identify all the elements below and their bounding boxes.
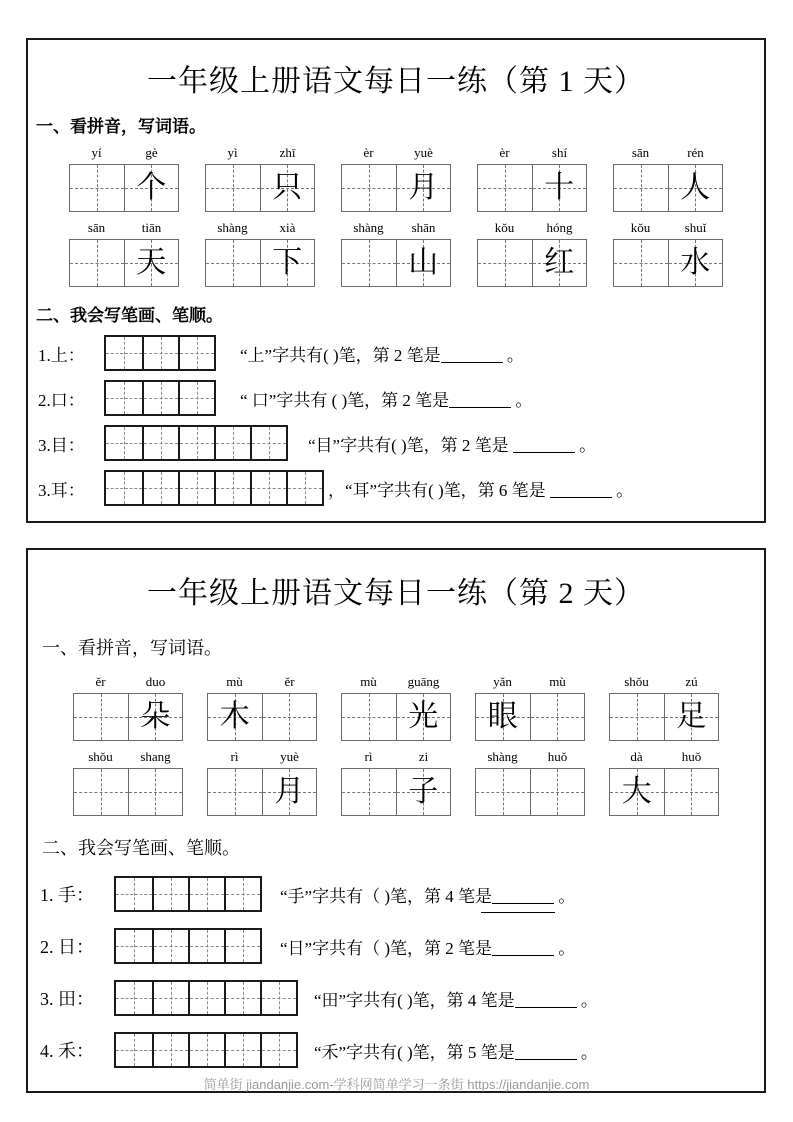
- tianzige-cell[interactable]: [610, 694, 664, 740]
- character-glyph: 朵: [140, 700, 171, 733]
- stroke-question-suffix: 。: [576, 1042, 598, 1062]
- stroke-practice-row: [38, 380, 764, 416]
- character-glyph: [531, 769, 585, 815]
- tianzige-cell[interactable]: [668, 165, 723, 211]
- character-glyph: 下: [272, 246, 303, 279]
- stroke-row-label: 3. 田：: [40, 989, 94, 1009]
- tianzige-cell[interactable]: [206, 240, 260, 286]
- pinyin-syllable: huǒ: [681, 749, 702, 764]
- pinyin-word-row: [28, 220, 764, 287]
- pinyin-pair: [69, 220, 179, 236]
- character-glyph: [74, 694, 128, 740]
- word-item: [613, 145, 723, 212]
- stroke-row-label: 3.目：: [38, 435, 85, 455]
- pinyin-syllable: mù: [360, 674, 377, 689]
- pinyin-pair: [477, 220, 587, 236]
- tianzige-cell[interactable]: [396, 240, 451, 286]
- stroke-row-label: 2. 日：: [40, 937, 94, 957]
- tianzige-box[interactable]: [477, 164, 587, 212]
- word-item: [609, 749, 719, 816]
- tianzige-cell[interactable]: [668, 240, 723, 286]
- tianzige-cell[interactable]: [128, 694, 183, 740]
- character-glyph: [478, 165, 532, 211]
- tianzige-cell[interactable]: [614, 165, 668, 211]
- stroke-grid-cell[interactable]: [250, 472, 286, 504]
- stroke-grid-cell[interactable]: [188, 878, 224, 910]
- worksheet-2-title: 一年级上册语文每日一练（第 2 天）: [147, 577, 645, 610]
- worksheet-day-1: [26, 38, 766, 523]
- answer-blank[interactable]: [515, 1059, 577, 1060]
- stroke-grid-cell[interactable]: [142, 382, 178, 414]
- tianzige-box[interactable]: [341, 768, 451, 816]
- answer-blank[interactable]: [515, 1007, 577, 1008]
- stroke-practice-grid[interactable]: [104, 425, 288, 461]
- tianzige-cell[interactable]: [260, 240, 315, 286]
- pinyin-syllable: shàng: [217, 220, 248, 235]
- pinyin-pair: [475, 749, 585, 765]
- tianzige-cell[interactable]: [610, 769, 664, 815]
- tianzige-cell[interactable]: [206, 165, 260, 211]
- stroke-grid-cell[interactable]: [224, 982, 260, 1014]
- stroke-grid-cell[interactable]: [178, 337, 214, 369]
- pinyin-syllable: yuè: [414, 145, 433, 160]
- tianzige-cell[interactable]: [664, 694, 719, 740]
- pinyin-syllable: sān: [87, 220, 106, 235]
- tianzige-box[interactable]: [609, 768, 719, 816]
- tianzige-cell[interactable]: [396, 694, 451, 740]
- stroke-grid-cell[interactable]: [152, 878, 188, 910]
- pinyin-syllable: shí: [551, 145, 568, 160]
- character-glyph: 大: [621, 775, 652, 808]
- stroke-practice-row: [38, 335, 764, 371]
- pinyin-pair: [205, 220, 315, 236]
- pinyin-syllable: ěr: [95, 674, 106, 689]
- character-glyph: [342, 769, 396, 815]
- tianzige-cell[interactable]: [342, 165, 396, 211]
- tianzige-box[interactable]: [475, 693, 585, 741]
- tianzige-box[interactable]: [475, 768, 585, 816]
- stroke-practice-grid[interactable]: [104, 335, 216, 371]
- character-glyph: [614, 165, 668, 211]
- tianzige-box[interactable]: [613, 239, 723, 287]
- tianzige-box[interactable]: [609, 693, 719, 741]
- tianzige-cell[interactable]: [530, 769, 585, 815]
- tianzige-box[interactable]: [73, 768, 183, 816]
- tianzige-box[interactable]: [205, 164, 315, 212]
- stroke-grid-cell[interactable]: [152, 982, 188, 1014]
- tianzige-cell[interactable]: [262, 694, 317, 740]
- pinyin-pair: [613, 145, 723, 161]
- stroke-question: [308, 431, 596, 456]
- tianzige-cell[interactable]: [74, 769, 128, 815]
- character-glyph: 月: [408, 171, 439, 204]
- character-glyph: [665, 769, 719, 815]
- stroke-question: [280, 934, 575, 959]
- stroke-grid-cell[interactable]: [214, 427, 250, 459]
- stroke-grid-cell[interactable]: [224, 1034, 260, 1066]
- stroke-grid-cell[interactable]: [224, 930, 260, 962]
- word-item: [477, 145, 587, 212]
- tianzige-cell[interactable]: [664, 769, 719, 815]
- character-glyph: [70, 165, 124, 211]
- pinyin-syllable: dà: [630, 749, 643, 764]
- tianzige-cell[interactable]: [74, 694, 128, 740]
- pinyin-pair: [341, 220, 451, 236]
- character-glyph: 子: [408, 775, 439, 808]
- pinyin-syllable: yǎn: [493, 674, 512, 689]
- stroke-question-suffix: 。: [554, 938, 576, 958]
- stroke-practice-row: [38, 425, 764, 461]
- character-glyph: 十: [544, 171, 575, 204]
- pinyin-syllable: kǒu: [630, 220, 651, 235]
- tianzige-cell[interactable]: [530, 694, 585, 740]
- pinyin-pair: [73, 749, 183, 765]
- answer-blank[interactable]: [441, 362, 503, 363]
- answer-blank[interactable]: [550, 497, 612, 498]
- stroke-practice-grid[interactable]: [104, 470, 324, 506]
- stroke-question: [240, 341, 524, 366]
- tianzige-box[interactable]: [73, 693, 183, 741]
- stroke-question: [314, 1038, 598, 1063]
- tianzige-cell[interactable]: [478, 165, 532, 211]
- character-glyph: 个: [136, 171, 167, 204]
- pinyin-syllable: sān: [631, 145, 650, 160]
- pinyin-pair: [73, 674, 183, 690]
- stroke-practice-group: [28, 335, 764, 506]
- pinyin-syllable: mù: [549, 674, 566, 689]
- stroke-grid-cell[interactable]: [152, 930, 188, 962]
- stroke-grid-cell[interactable]: [106, 337, 142, 369]
- tianzige-cell[interactable]: [208, 694, 262, 740]
- pinyin-word-row: [28, 145, 764, 212]
- tianzige-cell[interactable]: [124, 165, 179, 211]
- word-item: [341, 749, 451, 816]
- stroke-question-suffix: 。: [611, 480, 634, 500]
- stroke-question-text: “目”字共有( )笔，第 2 笔是: [308, 435, 513, 455]
- pinyin-word-row: [28, 749, 764, 816]
- stroke-row-label: 1.上：: [38, 345, 85, 365]
- word-item: [73, 749, 183, 816]
- stroke-grid-cell[interactable]: [152, 1034, 188, 1066]
- character-glyph: 足: [676, 700, 707, 733]
- worksheet-1-title: 一年级上册语文每日一练（第 1 天）: [147, 65, 645, 98]
- pinyin-pair: [609, 749, 719, 765]
- word-item: [207, 674, 317, 741]
- tianzige-cell[interactable]: [208, 769, 262, 815]
- word-item: [341, 674, 451, 741]
- pinyin-syllable: duo: [145, 674, 166, 689]
- tianzige-cell[interactable]: [342, 240, 396, 286]
- word-item: [477, 220, 587, 287]
- worksheet-2-section-2-heading: 二、我会写笔画、笔顺。: [42, 838, 240, 858]
- character-glyph: [206, 165, 260, 211]
- stroke-question-text: “ 口”字共有 ( )笔，第 2 笔是: [240, 390, 450, 410]
- pinyin-syllable: shàng: [353, 220, 384, 235]
- stroke-row-label: 1. 手：: [40, 885, 94, 905]
- stroke-practice-grid[interactable]: [114, 980, 298, 1016]
- stroke-row-label: 2.口：: [38, 390, 85, 410]
- stroke-row-label: 3.耳：: [38, 480, 85, 500]
- character-glyph: [74, 769, 128, 815]
- stroke-grid-cell[interactable]: [116, 930, 152, 962]
- pinyin-syllable: shang: [140, 749, 171, 764]
- word-item: [613, 220, 723, 287]
- pinyin-pair: [477, 145, 587, 161]
- pinyin-syllable: èr: [499, 145, 510, 160]
- pinyin-syllable: zi: [418, 749, 429, 764]
- character-glyph: [478, 240, 532, 286]
- tianzige-cell[interactable]: [478, 240, 532, 286]
- answer-blank[interactable]: [449, 407, 511, 408]
- tianzige-box[interactable]: [69, 164, 179, 212]
- word-item: [205, 145, 315, 212]
- worksheet-day-2: [26, 548, 766, 1093]
- stroke-practice-grid[interactable]: [114, 1032, 298, 1068]
- stroke-grid-cell[interactable]: [106, 382, 142, 414]
- pinyin-pair: [341, 749, 451, 765]
- pinyin-pair: [341, 145, 451, 161]
- answer-blank[interactable]: [513, 452, 575, 453]
- pinyin-syllable: hóng: [546, 220, 573, 235]
- tianzige-box[interactable]: [69, 239, 179, 287]
- worksheet-2-section-1-heading: 一、看拼音，写词语。: [42, 638, 222, 658]
- stroke-question: [314, 986, 598, 1011]
- tianzige-cell[interactable]: [396, 769, 451, 815]
- character-glyph: [610, 694, 664, 740]
- tianzige-cell[interactable]: [70, 165, 124, 211]
- character-glyph: [129, 769, 183, 815]
- pinyin-word-row: [28, 674, 764, 741]
- tianzige-cell[interactable]: [260, 165, 315, 211]
- pinyin-syllable: rì: [230, 749, 239, 764]
- stroke-grid-cell[interactable]: [116, 878, 152, 910]
- character-glyph: 月: [274, 775, 305, 808]
- stroke-grid-cell[interactable]: [106, 472, 142, 504]
- character-glyph: [614, 240, 668, 286]
- stroke-question-text: “禾”字共有( )笔，第 5 笔是: [314, 1042, 515, 1062]
- word-item: [69, 145, 179, 212]
- pinyin-syllable: shǒu: [88, 749, 113, 764]
- pinyin-syllable: shuǐ: [684, 220, 707, 235]
- pinyin-pair: [207, 749, 317, 765]
- stroke-question-suffix: 。: [554, 886, 576, 906]
- stroke-grid-cell[interactable]: [116, 1034, 152, 1066]
- site-watermark: 简单街 jiandanjie.com-学科网简单学习一条街 https://jiandanjie.com: [203, 1077, 590, 1092]
- word-item: [341, 220, 451, 287]
- word-item: [341, 145, 451, 212]
- stroke-question-text: “田”字共有( )笔，第 4 笔是: [314, 990, 515, 1010]
- pinyin-syllable: shǒu: [624, 674, 649, 689]
- tianzige-cell[interactable]: [342, 769, 396, 815]
- stroke-grid-cell[interactable]: [188, 982, 224, 1014]
- stroke-question-suffix: 。: [574, 435, 597, 455]
- pinyin-pair: [69, 145, 179, 161]
- character-glyph: [342, 165, 396, 211]
- pinyin-syllable: ěr: [284, 674, 295, 689]
- pinyin-syllable: rì: [364, 749, 373, 764]
- word-item: [609, 674, 719, 741]
- tianzige-box[interactable]: [341, 693, 451, 741]
- stroke-practice-row: [40, 1032, 764, 1068]
- stroke-grid-cell[interactable]: [286, 472, 322, 504]
- pinyin-syllable: yí: [91, 145, 102, 160]
- tianzige-cell[interactable]: [614, 240, 668, 286]
- stroke-grid-cell[interactable]: [178, 382, 214, 414]
- pinyin-syllable: kǒu: [494, 220, 515, 235]
- stroke-grid-cell[interactable]: [116, 982, 152, 1014]
- pinyin-syllable: yì: [227, 145, 238, 160]
- tianzige-box[interactable]: [613, 164, 723, 212]
- tianzige-cell[interactable]: [476, 694, 530, 740]
- stroke-question-suffix: 。: [511, 390, 533, 410]
- stroke-grid-cell[interactable]: [188, 1034, 224, 1066]
- tianzige-box[interactable]: [477, 239, 587, 287]
- pinyin-syllable: xià: [279, 220, 296, 235]
- character-glyph: [206, 240, 260, 286]
- word-item: [207, 749, 317, 816]
- pinyin-syllable: shàng: [487, 749, 518, 764]
- tianzige-cell[interactable]: [262, 769, 317, 815]
- word-item: [205, 220, 315, 287]
- pinyin-syllable: zhī: [279, 145, 296, 160]
- stroke-question: [328, 476, 633, 501]
- pinyin-pair: [475, 674, 585, 690]
- tianzige-box[interactable]: [341, 164, 451, 212]
- tianzige-cell[interactable]: [396, 165, 451, 211]
- stroke-question-text: “手”字共有（ )笔，第 4 笔是: [280, 886, 493, 906]
- stroke-grid-cell[interactable]: [260, 982, 296, 1014]
- character-glyph: 只: [272, 171, 303, 204]
- stroke-grid-cell[interactable]: [142, 472, 178, 504]
- character-glyph: 水: [680, 246, 711, 279]
- character-glyph: [476, 769, 530, 815]
- stroke-practice-grid[interactable]: [114, 928, 262, 964]
- tianzige-cell[interactable]: [124, 240, 179, 286]
- stroke-question-suffix: 。: [502, 345, 524, 365]
- stroke-grid-cell[interactable]: [178, 427, 214, 459]
- character-glyph: [263, 694, 317, 740]
- stroke-practice-grid[interactable]: [114, 876, 262, 912]
- pinyin-syllable: guāng: [407, 674, 440, 689]
- pinyin-syllable: tiān: [141, 220, 162, 235]
- stroke-practice-row: [40, 876, 764, 912]
- character-glyph: 木: [219, 700, 250, 733]
- stroke-question-text: “日”字共有（ )笔，第 2 笔是: [280, 938, 493, 958]
- stroke-practice-row: [40, 928, 764, 964]
- word-item: [73, 674, 183, 741]
- pinyin-syllable: shān: [411, 220, 436, 235]
- pinyin-pair: [609, 674, 719, 690]
- stroke-question-text: “上”字共有( )笔，第 2 笔是: [240, 345, 441, 365]
- pinyin-pair: [341, 674, 451, 690]
- stroke-grid-cell[interactable]: [214, 472, 250, 504]
- pinyin-syllable: mù: [226, 674, 243, 689]
- tianzige-box[interactable]: [207, 768, 317, 816]
- pinyin-pair: [613, 220, 723, 236]
- answer-blank-secondary[interactable]: [481, 912, 555, 913]
- pinyin-syllable: yuè: [280, 749, 299, 764]
- stroke-practice-group: [28, 876, 764, 1068]
- pinyin-syllable: rén: [687, 145, 704, 160]
- pinyin-syllable: huǒ: [547, 749, 568, 764]
- tianzige-cell[interactable]: [476, 769, 530, 815]
- stroke-question-text: ，“耳”字共有( )笔，第 6 笔是: [328, 480, 550, 500]
- word-item: [475, 749, 585, 816]
- answer-blank[interactable]: [492, 955, 554, 956]
- tianzige-box[interactable]: [205, 239, 315, 287]
- answer-blank[interactable]: [492, 903, 554, 904]
- pinyin-pair: [207, 674, 317, 690]
- stroke-grid-cell[interactable]: [142, 337, 178, 369]
- tianzige-cell[interactable]: [532, 165, 587, 211]
- character-glyph: [531, 694, 585, 740]
- stroke-question: [240, 386, 532, 411]
- worksheet-1-section-1-heading: 一、看拼音，写词语。: [36, 117, 206, 136]
- stroke-grid-cell[interactable]: [260, 1034, 296, 1066]
- stroke-practice-row: [40, 980, 764, 1016]
- tianzige-cell[interactable]: [532, 240, 587, 286]
- stroke-practice-row: [38, 470, 764, 506]
- stroke-row-label: 4. 禾：: [40, 1041, 94, 1061]
- stroke-grid-cell[interactable]: [106, 427, 142, 459]
- tianzige-cell[interactable]: [342, 694, 396, 740]
- character-glyph: [208, 769, 262, 815]
- tianzige-cell[interactable]: [128, 769, 183, 815]
- stroke-grid-cell[interactable]: [178, 472, 214, 504]
- tianzige-box[interactable]: [207, 693, 317, 741]
- character-glyph: 光: [408, 700, 439, 733]
- character-glyph: [342, 694, 396, 740]
- character-glyph: [70, 240, 124, 286]
- stroke-grid-cell[interactable]: [224, 878, 260, 910]
- pinyin-syllable: gè: [145, 145, 158, 160]
- character-glyph: [342, 240, 396, 286]
- pinyin-syllable: zú: [685, 674, 698, 689]
- worksheet-1-section-2-heading: 二、我会写笔画、笔顺。: [36, 306, 223, 325]
- stroke-grid-cell[interactable]: [188, 930, 224, 962]
- tianzige-cell[interactable]: [70, 240, 124, 286]
- tianzige-box[interactable]: [341, 239, 451, 287]
- stroke-question: [280, 882, 575, 907]
- stroke-grid-cell[interactable]: [142, 427, 178, 459]
- stroke-grid-cell[interactable]: [250, 427, 286, 459]
- stroke-question-suffix: 。: [576, 990, 598, 1010]
- pinyin-syllable: èr: [363, 145, 374, 160]
- character-glyph: 天: [136, 246, 167, 279]
- character-glyph: 山: [408, 246, 439, 279]
- character-glyph: 红: [544, 246, 575, 279]
- word-item: [475, 674, 585, 741]
- character-glyph: 人: [680, 171, 711, 204]
- word-item: [69, 220, 179, 287]
- character-glyph: 眼: [487, 700, 518, 733]
- stroke-practice-grid[interactable]: [104, 380, 216, 416]
- pinyin-pair: [205, 145, 315, 161]
